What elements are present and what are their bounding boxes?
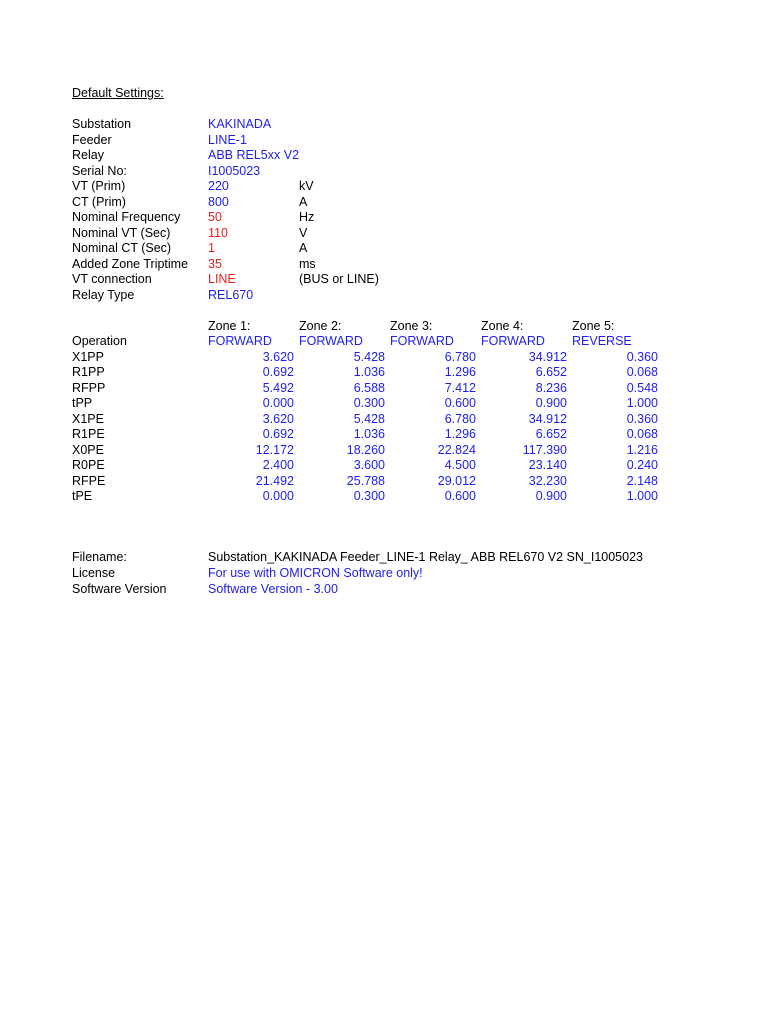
- table-cell: 0.068: [626, 427, 658, 441]
- table-cell: 1.036: [353, 427, 385, 441]
- table-cell: 1.036: [353, 365, 385, 379]
- setting-label: VT connection: [72, 272, 152, 286]
- row-label: tPP: [72, 396, 93, 410]
- table-cell: 0.900: [535, 489, 567, 503]
- footer-label: Software Version: [72, 582, 167, 596]
- table-cell: 21.492: [255, 473, 294, 488]
- row-label: R1PE: [72, 427, 105, 441]
- setting-label: Substation: [72, 117, 132, 131]
- setting-label: Nominal VT (Sec): [72, 225, 171, 240]
- table-cell: 22.824: [437, 442, 476, 457]
- table-cell: 7.412: [444, 380, 476, 395]
- setting-unit: ms: [299, 256, 316, 271]
- table-cell: 1.000: [626, 396, 658, 410]
- setting-unit: kV: [299, 179, 314, 193]
- setting-value: LINE: [208, 272, 236, 286]
- setting-value: 50: [208, 210, 222, 224]
- table-cell: 1.296: [444, 365, 476, 379]
- footer-value: Software Version - 3.00: [208, 582, 338, 596]
- page-title: Default Settings:: [72, 86, 164, 100]
- row-label: X1PP: [72, 349, 104, 364]
- setting-value: REL670: [208, 287, 254, 302]
- footer-label: Filename:: [72, 550, 127, 564]
- table-cell: 0.692: [262, 427, 294, 441]
- table-cell: 3.620: [262, 411, 294, 426]
- zone-direction: FORWARD: [390, 334, 454, 348]
- table-cell: 3.600: [353, 458, 385, 472]
- table-cell: 5.492: [262, 380, 294, 395]
- table-cell: 0.548: [626, 380, 658, 395]
- setting-value: LINE-1: [208, 132, 247, 147]
- footer-value: For use with OMICRON Software only!: [208, 566, 423, 580]
- table-cell: 29.012: [437, 473, 476, 488]
- row-label: RFPE: [72, 473, 106, 488]
- row-label: R0PE: [72, 458, 105, 472]
- setting-unit: (BUS or LINE): [299, 272, 379, 286]
- setting-label: Relay: [72, 148, 104, 162]
- table-cell: 0.000: [262, 396, 294, 410]
- zone-header: Zone 1:: [208, 319, 251, 333]
- table-cell: 0.240: [626, 458, 658, 472]
- table-cell: 5.428: [353, 411, 385, 426]
- setting-value: KAKINADA: [208, 117, 272, 131]
- table-cell: 0.600: [444, 396, 476, 410]
- table-cell: 0.068: [626, 365, 658, 379]
- row-label: X0PE: [72, 442, 104, 457]
- setting-label: Added Zone Triptime: [72, 256, 189, 271]
- table-cell: 0.000: [262, 489, 294, 503]
- setting-label: Serial No:: [72, 163, 127, 178]
- setting-label: VT (Prim): [72, 179, 126, 193]
- setting-label: Nominal Frequency: [72, 210, 181, 224]
- zone-header: Zone 2:: [299, 319, 342, 333]
- table-cell: 6.780: [444, 349, 476, 364]
- row-label: RFPP: [72, 380, 106, 395]
- table-cell: 32.230: [528, 473, 567, 488]
- operation-label: Operation: [72, 334, 127, 348]
- table-cell: 0.692: [262, 365, 294, 379]
- table-cell: 4.500: [444, 458, 476, 472]
- footer-value: Substation_KAKINADA Feeder_LINE-1 Relay_ ABB REL670 V2 SN_I1005023: [208, 550, 643, 564]
- setting-value: 800: [208, 194, 229, 209]
- zone-direction: FORWARD: [208, 334, 272, 348]
- table-cell: 6.780: [444, 411, 476, 426]
- zone-direction: FORWARD: [481, 334, 545, 348]
- setting-label: Feeder: [72, 132, 112, 147]
- setting-label: CT (Prim): [72, 194, 126, 209]
- setting-value: 35: [208, 256, 222, 271]
- table-cell: 2.148: [626, 473, 658, 488]
- table-cell: 34.912: [528, 349, 567, 364]
- table-cell: 3.620: [262, 349, 294, 364]
- table-cell: 0.300: [353, 396, 385, 410]
- setting-value: 110: [208, 225, 228, 240]
- table-cell: 1.296: [444, 427, 476, 441]
- setting-value: 220: [208, 179, 229, 193]
- table-cell: 23.140: [528, 458, 567, 472]
- zone-header: Zone 3:: [390, 319, 433, 333]
- table-cell: 6.588: [353, 380, 385, 395]
- table-cell: 0.300: [353, 489, 385, 503]
- table-cell: 6.652: [535, 365, 567, 379]
- table-cell: 0.360: [626, 411, 658, 426]
- zone-direction: REVERSE: [572, 334, 632, 348]
- table-cell: 0.600: [444, 489, 476, 503]
- setting-unit: A: [299, 241, 308, 255]
- setting-unit: A: [299, 194, 308, 209]
- table-cell: 1.216: [626, 442, 658, 457]
- row-label: R1PP: [72, 365, 105, 379]
- setting-unit: Hz: [299, 210, 315, 224]
- footer-label: License: [72, 566, 116, 580]
- table-cell: 2.400: [262, 458, 294, 472]
- zone-direction: FORWARD: [299, 334, 363, 348]
- table-cell: 25.788: [346, 473, 385, 488]
- table-cell: 5.428: [353, 349, 385, 364]
- table-cell: 0.900: [535, 396, 567, 410]
- setting-value: I1005023: [208, 163, 261, 178]
- setting-label: Relay Type: [72, 287, 135, 302]
- table-cell: 18.260: [346, 442, 385, 457]
- zone-header: Zone 4:: [481, 319, 524, 333]
- zone-header: Zone 5:: [572, 319, 615, 333]
- table-cell: 34.912: [528, 411, 567, 426]
- setting-value: ABB REL5xx V2: [208, 148, 300, 162]
- setting-label: Nominal CT (Sec): [72, 241, 172, 255]
- table-cell: 12.172: [255, 442, 294, 457]
- row-label: tPE: [72, 489, 93, 503]
- table-cell: 8.236: [535, 380, 567, 395]
- table-cell: 6.652: [535, 427, 567, 441]
- row-label: X1PE: [72, 411, 104, 426]
- table-cell: 1.000: [626, 489, 658, 503]
- table-cell: 0.360: [626, 349, 658, 364]
- setting-value: 1: [208, 241, 215, 255]
- table-cell: 117.390: [522, 442, 567, 457]
- setting-unit: V: [299, 225, 308, 240]
